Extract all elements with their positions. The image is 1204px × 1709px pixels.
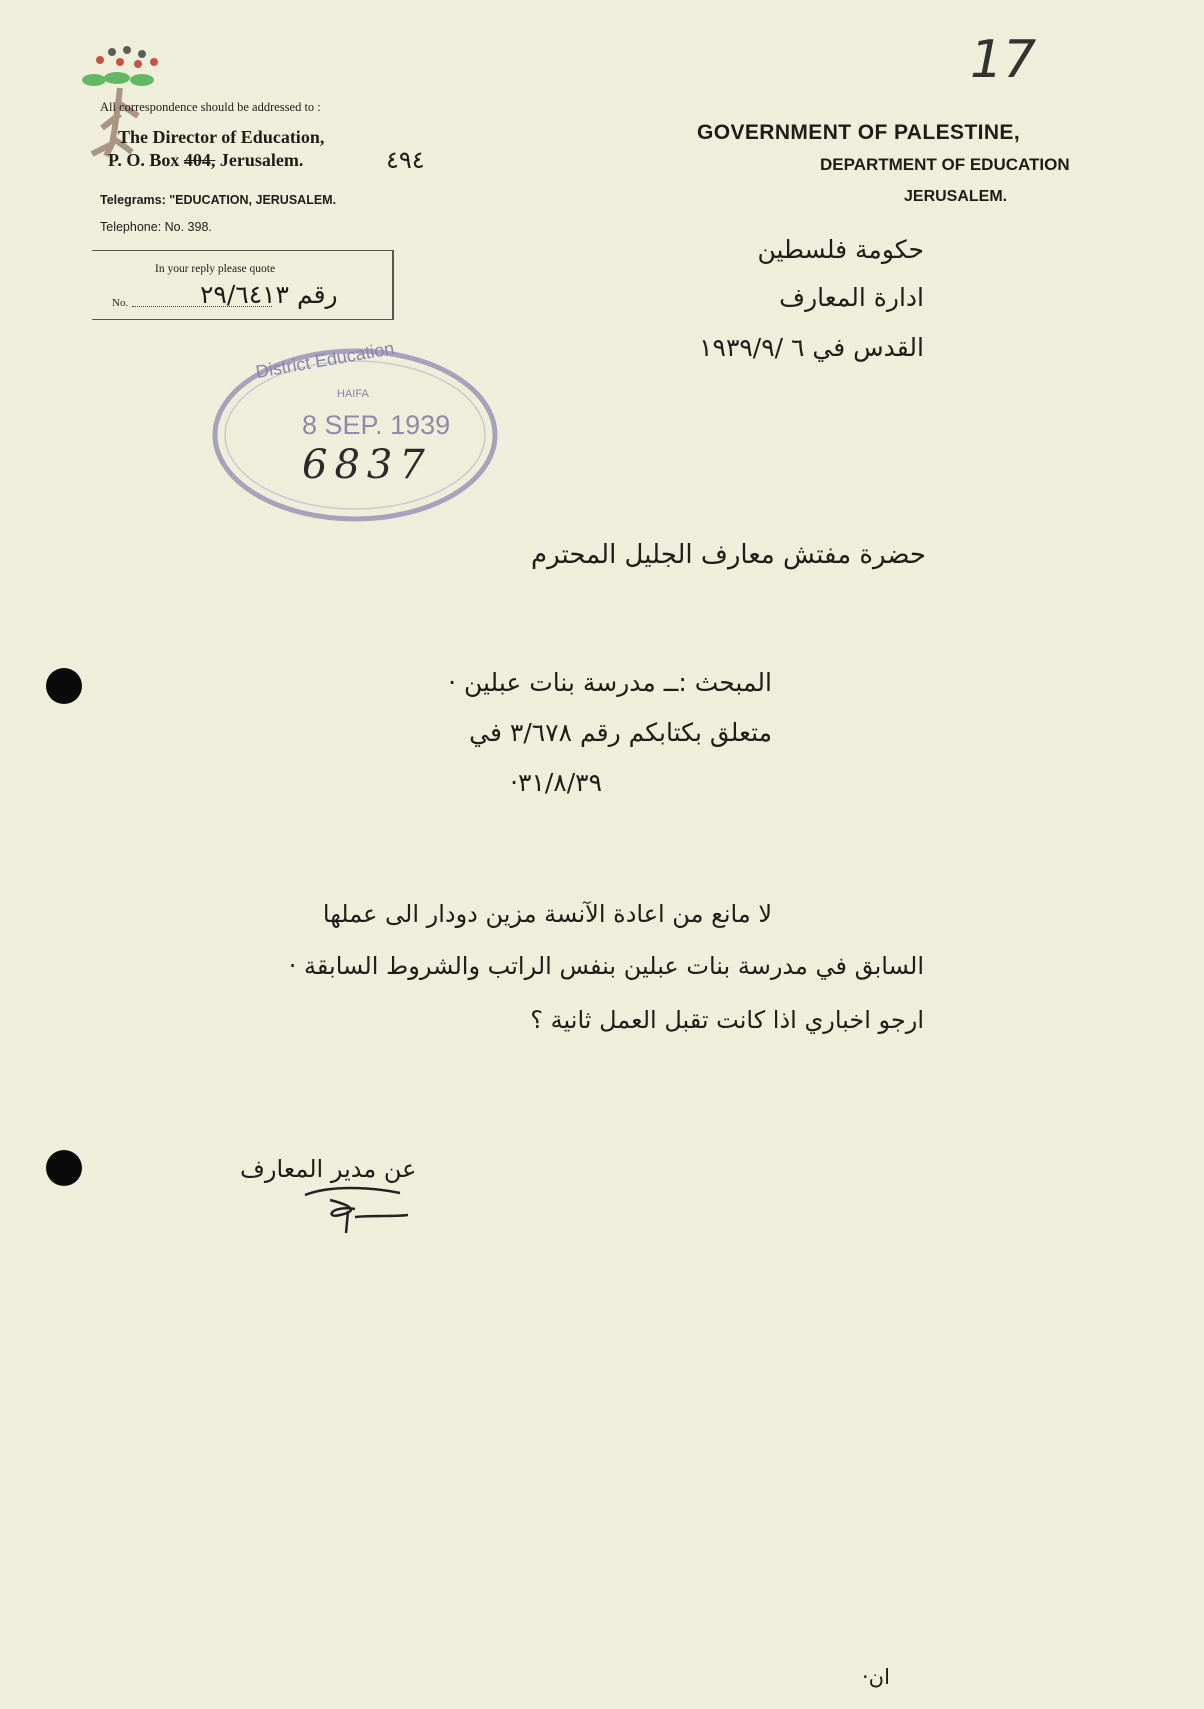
body-line-2: السابق في مدرسة بنات عبلين بنفس الراتب والشروط السابقة · [288, 952, 924, 980]
telephone-line: Telephone: No. 398. [100, 220, 212, 234]
signature-scrawl-icon [300, 1175, 420, 1235]
stamp-organization: District Education [254, 337, 396, 383]
government-title: GOVERNMENT OF PALESTINE, [697, 121, 1021, 144]
telegrams-line: Telegrams: "EDUCATION, JERUSALEM. [100, 193, 337, 207]
director-line: The Director of Education, [118, 127, 325, 147]
arabic-government: حكومة فلسطين [757, 235, 924, 264]
pobox-city: Jerusalem. [215, 150, 304, 170]
addressee: حضرة مفتش معارف الجليل المحترم [531, 540, 926, 570]
pobox-prefix: P. O. Box [108, 150, 184, 170]
stamp-number: 6837 [302, 442, 432, 488]
pobox-struck-number: 404, [183, 150, 216, 170]
punch-hole-icon [46, 668, 82, 704]
subject-line-2: متعلق بكتابكم رقم ٣/٦٧٨ في [469, 718, 772, 747]
department-title: DEPARTMENT OF EDUCATION [820, 155, 1070, 174]
signature-title: عن مدير المعارف [240, 1155, 417, 1183]
pobox-line [108, 150, 303, 171]
footer-mark: ان· [862, 1665, 890, 1689]
stamp-date: 8 SEP. 1939 [302, 410, 451, 440]
page-number: 17 [970, 30, 1037, 90]
reference-number: رقم ٢٩/٦٤١٣ [200, 280, 338, 309]
reply-label: In your reply please quote [155, 263, 276, 275]
arabic-date: القدس في ٦ /١٩٣٩/٩ [699, 333, 924, 362]
handwritten-box-number: ٤٩٤ [386, 146, 425, 174]
city-title: JERUSALEM. [904, 188, 1008, 205]
arabic-department: ادارة المعارف [779, 283, 924, 312]
body-line-1: لا مانع من اعادة الآنسة مزين دودار الى عملها [322, 900, 772, 928]
number-label: No. [112, 297, 129, 309]
subject-line-3: ٣١/٨/٣٩· [510, 768, 602, 797]
stamp-city: HAIFA [337, 388, 369, 400]
subject-line-1: المبحث :ــ مدرسة بنات عبلين · [448, 668, 772, 697]
punch-hole-icon [46, 1150, 82, 1186]
body-line-3: ارجو اخباري اذا كانت تقبل العمل ثانية ؟ [530, 1006, 924, 1034]
correspondence-note: All correspondence should be addressed to : [100, 100, 321, 114]
